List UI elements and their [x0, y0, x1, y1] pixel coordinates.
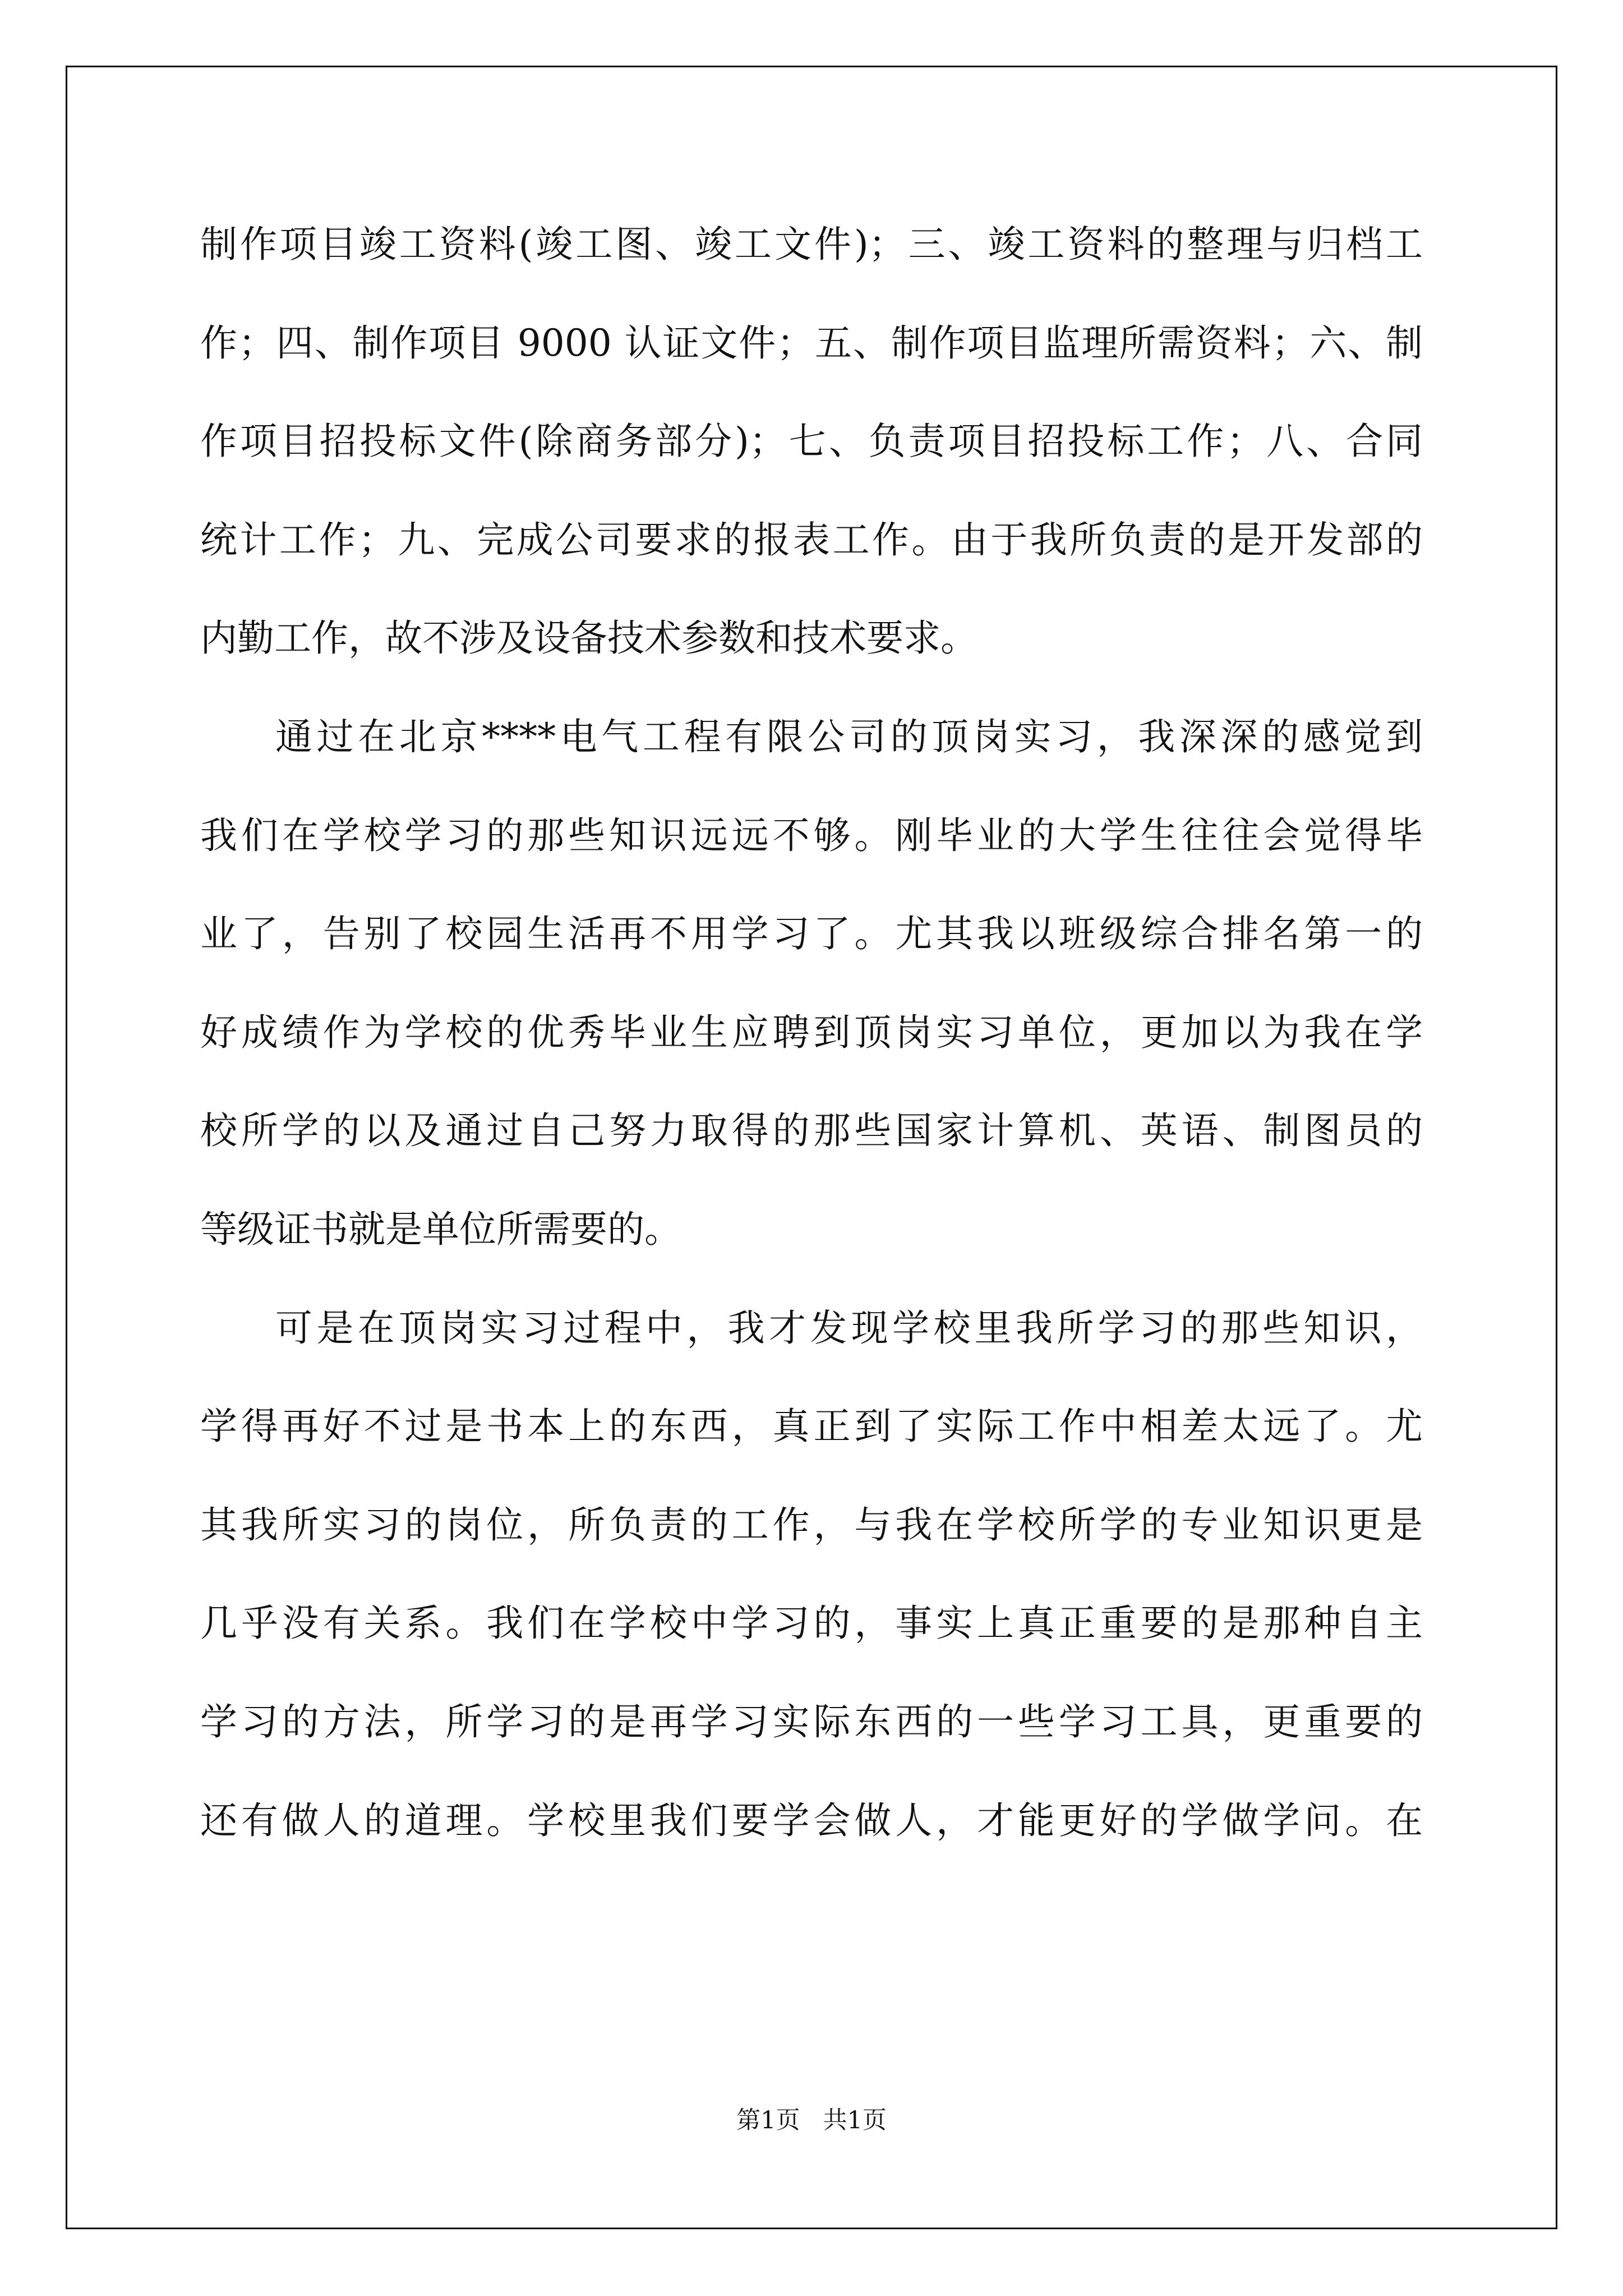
- paragraph-2: [200, 688, 1423, 1279]
- paragraph-line: 业了，告别了校园生活再不用学习了。尤其我以班级综合排名第一的: [200, 912, 1423, 956]
- document-body: [200, 195, 1423, 1870]
- paragraph-line: 等级证书就是单位所需要的。: [200, 1207, 681, 1251]
- paragraph-line: 统计工作；九、完成公司要求的报表工作。由于我所负责的是开发部的: [200, 518, 1423, 562]
- paragraph-line: 学习的方法，所学习的是再学习实际东西的一些学习工具，更重要的: [200, 1700, 1423, 1743]
- paragraph-line: 内勤工作，故不涉及设备技术参数和技术要求。: [200, 616, 978, 660]
- paragraph-line: 还有做人的道理。学校里我们要学会做人，才能更好的学做学问。在: [200, 1798, 1423, 1842]
- paragraph-line: 作；四、制作项目 9000 认证文件；五、制作项目监理所需资料；六、制: [200, 321, 1423, 365]
- paragraph-line: 校所学的以及通过自己努力取得的那些国家计算机、英语、制图员的: [200, 1109, 1423, 1153]
- paragraph-line: 通过在北京****电气工程有限公司的顶岗实习，我深深的感觉到: [275, 715, 1423, 758]
- paragraph-1: [200, 195, 1423, 688]
- paragraph-line: 其我所实习的岗位，所负责的工作，与我在学校所学的专业知识更是: [200, 1503, 1423, 1547]
- paragraph-line: 我们在学校学习的那些知识远远不够。刚毕业的大学生往往会觉得毕: [200, 813, 1423, 857]
- paragraph-line: 制作项目竣工资料(竣工图、竣工文件)；三、竣工资料的整理与归档工: [200, 223, 1423, 266]
- paragraph-line: 好成绩作为学校的优秀毕业生应聘到顶岗实习单位，更加以为我在学: [200, 1010, 1423, 1054]
- page-number-footer: 第1页 共1页: [736, 2106, 887, 2134]
- paragraph-3: [200, 1279, 1423, 1870]
- paragraph-line: 几乎没有关系。我们在学校中学习的，事实上真正重要的是那种自主: [200, 1602, 1423, 1645]
- paragraph-line: 学得再好不过是书本上的东西，真正到了实际工作中相差太远了。尤: [200, 1405, 1423, 1448]
- paragraph-line: 可是在顶岗实习过程中，我才发现学校里我所学习的那些知识，: [275, 1306, 1423, 1350]
- paragraph-line: 作项目招投标文件(除商务部分)；七、负责项目招投标工作；八、合同: [200, 420, 1423, 463]
